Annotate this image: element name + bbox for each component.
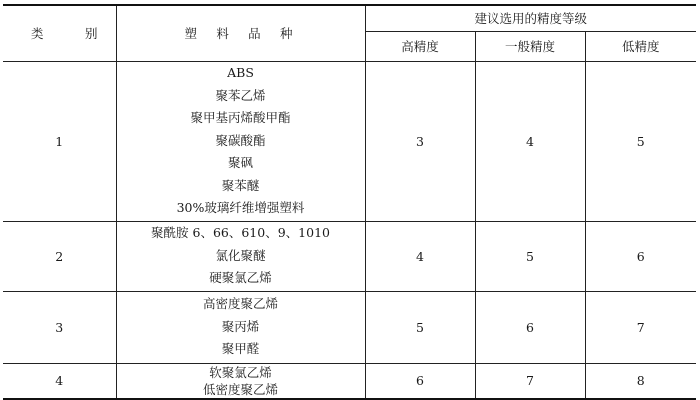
header-plastic-char: 塑 — [184, 26, 198, 42]
header-category-char: 别 — [84, 26, 98, 42]
plastic-item: 聚甲醛 — [221, 341, 260, 357]
category-cell: 2 — [3, 221, 116, 291]
grade-low-cell: 5 — [585, 61, 696, 221]
category-cell: 4 — [3, 363, 116, 399]
grade-general-cell: 4 — [475, 61, 585, 221]
header-level-low: 低精度 — [585, 31, 696, 61]
header-plastic-variety — [116, 5, 365, 61]
header-level-general: 一般精度 — [475, 31, 585, 61]
plastic-item: 高密度聚乙烯 — [202, 296, 278, 312]
header-category-char: 类 — [31, 26, 44, 42]
table-row — [3, 363, 696, 399]
plastic-item: 软聚氯乙烯 — [209, 364, 272, 380]
header-plastic-label — [117, 24, 365, 42]
header-recommended-grade: 建议选用的精度等级 — [365, 5, 696, 31]
table-row — [3, 61, 696, 221]
plastic-list-cell — [116, 61, 365, 221]
plastic-item: 氯化聚醚 — [215, 247, 266, 263]
plastic-item: 聚酰胺 6、66、610、9、1010 — [151, 225, 330, 241]
grade-low-cell: 8 — [585, 363, 696, 399]
plastic-item: 聚苯醚 — [221, 177, 260, 193]
plastic-item: 30%玻璃纤维增强塑料 — [176, 200, 305, 216]
plastic-item: 聚碳酸酯 — [215, 132, 266, 148]
plastic-item: 低密度聚乙烯 — [202, 381, 278, 397]
header-category — [3, 5, 116, 61]
table-row — [3, 221, 696, 291]
grade-high-cell: 6 — [365, 363, 475, 399]
grade-low-cell: 6 — [585, 221, 696, 291]
header-plastic-char: 种 — [279, 26, 293, 42]
header-plastic-char: 料 — [216, 26, 229, 42]
grade-high-cell: 3 — [365, 61, 475, 221]
grade-high-cell: 5 — [365, 291, 475, 363]
header-plastic-char: 品 — [248, 26, 261, 42]
plastic-item: 聚苯乙烯 — [215, 87, 266, 103]
grade-general-cell: 7 — [475, 363, 585, 399]
plastic-item: 聚甲基丙烯酸甲酯 — [190, 110, 291, 126]
grade-high-cell: 4 — [365, 221, 475, 291]
plastic-item: 硬聚氯乙烯 — [209, 270, 272, 286]
grade-low-cell: 7 — [585, 291, 696, 363]
precision-grade-table — [3, 4, 696, 400]
plastic-list-cell — [116, 363, 365, 399]
table-row — [3, 291, 696, 363]
plastic-item: 聚丙烯 — [221, 318, 260, 334]
category-cell: 3 — [3, 291, 116, 363]
plastic-item: 聚砜 — [227, 155, 253, 171]
plastic-list-cell — [116, 221, 365, 291]
category-cell: 1 — [3, 61, 116, 221]
grade-general-cell: 5 — [475, 221, 585, 291]
plastic-item: ABS — [227, 65, 254, 81]
header-category-label — [3, 24, 116, 42]
plastic-list-cell — [116, 291, 365, 363]
header-level-high: 高精度 — [365, 31, 475, 61]
grade-general-cell: 6 — [475, 291, 585, 363]
